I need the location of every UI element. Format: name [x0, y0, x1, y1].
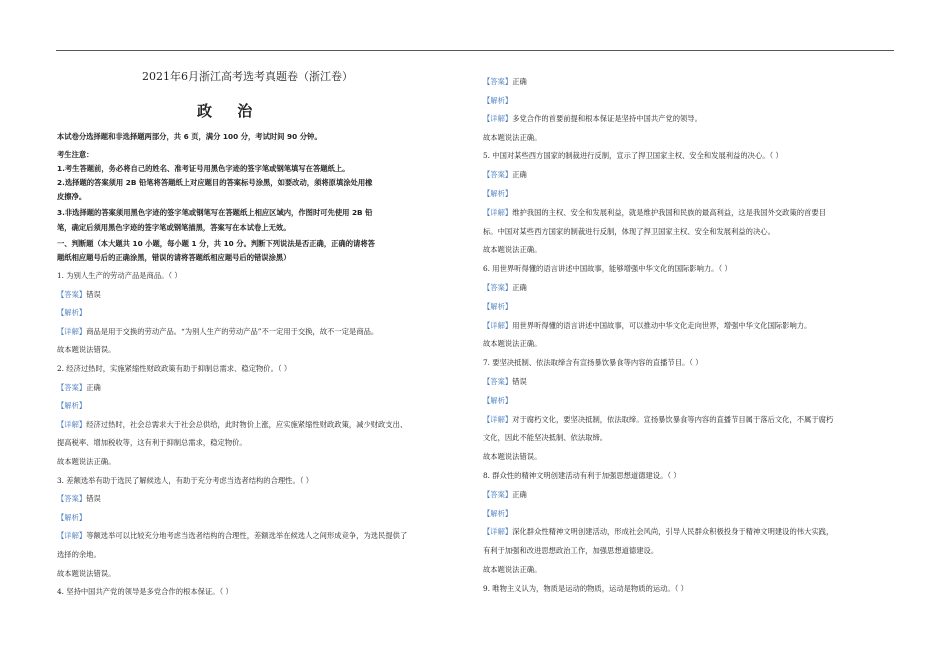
- detail-line: [483, 527, 833, 537]
- analysis-line: [483, 509, 512, 519]
- tag-text: 错误: [512, 377, 527, 386]
- tag-text: 深化群众性精神文明创建活动，形成社会风尚，引导人民群众积极投身于精神文明建设的伟大实践，: [512, 527, 834, 537]
- tag-label: 【详解】: [57, 326, 87, 336]
- instruction-line: 3.非选择题的答案须用黑色字迹的签字笔或钢笔写在答题纸上相应区域内，作图时可先使用 2B 铅: [57, 208, 373, 217]
- instruction-line: 笔，确定后须用黑色字迹的签字笔或钢笔描黑，答案写在本试卷上无效。: [57, 223, 291, 232]
- tag-label: 【答案】: [483, 489, 513, 499]
- detail-line: [57, 327, 378, 337]
- tag-label: 【详解】: [483, 320, 513, 330]
- tag-text: 维护我国的主权、安全和发展利益，就是维护我国和民族的最高利益，这是我国外交政策的首要目: [512, 207, 826, 217]
- analysis-line: [483, 189, 512, 199]
- tag-label: 【解析】: [57, 401, 87, 411]
- tag-text: 正确: [86, 382, 101, 392]
- answer-line: [483, 283, 527, 293]
- analysis-line: [483, 396, 512, 406]
- analysis-line: [483, 96, 512, 106]
- tag-text: 正确: [512, 489, 527, 499]
- tag-label: 【解析】: [483, 508, 513, 518]
- instruction-line: 考生注意：: [57, 150, 94, 159]
- header-rule: [56, 50, 894, 51]
- tag-text: 正确: [512, 77, 527, 86]
- detail-line: [483, 321, 811, 331]
- instruction-line: 1.考生答题前，务必将自己的姓名、准考证号用黑色字迹的签字笔或钢笔填写在答题纸上。: [57, 164, 350, 173]
- tag-text: 正确: [512, 283, 527, 292]
- conclusion-line: 故本题说法正确。: [483, 132, 542, 142]
- answer-line: [483, 170, 527, 180]
- question: 5. 中国对某些西方国家的制裁进行反制，宣示了捍卫国家主权、安全和发展利益的决心。（ ）: [483, 151, 783, 161]
- detail-line: [57, 531, 407, 541]
- tag-label: 【答案】: [483, 77, 513, 86]
- tag-label: 【答案】: [57, 289, 87, 299]
- analysis-line: [57, 401, 86, 411]
- conclusion-line: 故本题说法错误。: [57, 568, 116, 578]
- tag-label: 【答案】: [483, 170, 513, 180]
- tag-label: 【答案】: [57, 494, 87, 504]
- tag-text: 商品是用于交换的劳动产品。“为别人生产的劳动产品”不一定用于交换，故不一定是商品。: [86, 326, 379, 336]
- answer-line: [57, 383, 101, 393]
- question: 7. 要坚决抵制、依法取缔含有宣扬暴饮暴食等内容的直播节目。（ ）: [483, 358, 703, 368]
- detail-line: 选择的余地。: [57, 550, 101, 559]
- page-title: 2021年6月浙江高考选考真题卷（浙江卷）: [142, 70, 353, 83]
- analysis-line: [483, 302, 512, 312]
- tag-label: 【详解】: [483, 527, 513, 537]
- tag-label: 【答案】: [483, 283, 513, 292]
- conclusion-line: 故本题说法错误。: [483, 452, 542, 462]
- tag-text: 多党合作的首要前提和根本保证是坚持中国共产党的领导。: [512, 114, 702, 124]
- conclusion-line: 故本题说法正确。: [483, 565, 542, 574]
- answer-line: [483, 77, 527, 87]
- conclusion-line: 故本题说法正确。: [57, 457, 116, 466]
- analysis-line: [57, 513, 86, 523]
- tag-label: 【解析】: [57, 308, 87, 318]
- tag-label: 【详解】: [57, 531, 87, 541]
- answer-line: [483, 490, 527, 500]
- instruction-line: 皮擦净。: [57, 192, 87, 201]
- tag-label: 【解析】: [483, 301, 513, 311]
- instruction-line: 一、判断题（本大题共 10 小题，每小题 1 分，共 10 分。判断下列说法是否正确，正确的请将答: [57, 239, 375, 248]
- subject-title: 政 治: [197, 102, 263, 120]
- question: 3. 差额选举有助于选民了解候选人，有助于充分考虑当选者结构的合理性。（ ）: [57, 475, 314, 485]
- tag-label: 【详解】: [483, 114, 513, 124]
- conclusion-line: 故本题说法正确。: [483, 245, 542, 255]
- tag-label: 【解析】: [483, 189, 513, 198]
- question: 9. 唯物主义认为，物质是运动的物质，运动是物质的运动。（ ）: [483, 583, 688, 593]
- question: 8. 群众性的精神文明创建活动有利于加强思想道德建设。（ ）: [483, 471, 681, 480]
- detail-line: 有利于加强和改进思想政治工作，加强思想道德建设。: [483, 546, 659, 556]
- analysis-line: [57, 308, 86, 318]
- question: 6. 用世界听得懂的语言讲述中国故事，能够增强中华文化的国际影响力。（ ）: [483, 264, 732, 274]
- question: 1. 为别人生产的劳动产品是商品。（ ）: [57, 271, 182, 280]
- question: 2. 经济过热时，实施紧缩性财政政策有助于抑制总需求、稳定物价。（ ）: [57, 364, 292, 373]
- instruction-line: 2.选择题的答案须用 2B 铅笔将答题纸上对应题目的答案标号涂黑，如要改动，须将原填涂处用橡: [57, 178, 373, 187]
- tag-label: 【答案】: [57, 382, 87, 392]
- tag-label: 【详解】: [57, 419, 87, 429]
- instruction-line: 题纸相应题号后的正确涂黑，错误的请将答题纸相应题号后的错误涂黑）: [57, 253, 291, 262]
- tag-text: 经济过热时，社会总需求大于社会总供给，此时物价上涨，应实施紧缩性财政政策，减少财政支出、: [86, 419, 408, 429]
- answer-line: [483, 377, 527, 387]
- tag-label: 【解析】: [483, 395, 513, 405]
- answer-line: [57, 494, 101, 504]
- tag-text: 对于腐朽文化，要坚决抵制，依法取缔。宣扬暴饮暴食等内容的直播节目属于落后文化，不属于腐朽: [512, 414, 834, 424]
- tag-text: 等额选举可以比较充分地考虑当选者结构的合理性，差额选举在候选人之间形成竞争，为选民提供了: [86, 531, 408, 541]
- tag-label: 【解析】: [483, 95, 513, 105]
- instruction-line: 本试卷分选择题和非选择题两部分，共 6 页，满分 100 分，考试时间 90 分钟。: [57, 132, 322, 141]
- detail-line: [57, 420, 407, 430]
- tag-label: 【详解】: [483, 207, 513, 217]
- answer-line: [57, 290, 101, 300]
- tag-text: 错误: [86, 289, 101, 299]
- detail-line: 文化，因此不能坚决抵制、依法取缔。: [483, 433, 608, 443]
- conclusion-line: 故本题说法错误。: [57, 345, 116, 355]
- detail-line: 提高税率、增加税收等，这有利于抑制总需求，稳定物价。: [57, 438, 247, 448]
- tag-label: 【答案】: [483, 377, 513, 386]
- detail-line: [483, 208, 826, 218]
- question: 4. 坚持中国共产党的领导是多党合作的根本保证。（ ）: [57, 587, 233, 597]
- tag-label: 【详解】: [483, 414, 513, 424]
- conclusion-line: 故本题说法正确。: [483, 339, 542, 349]
- tag-text: 正确: [512, 170, 527, 180]
- detail-line: 标。中国对某些西方国家的制裁进行反制，体现了捍卫国家主权、安全和发展利益的决心。: [483, 226, 775, 236]
- tag-label: 【解析】: [57, 512, 87, 522]
- detail-line: [483, 415, 833, 425]
- detail-line: [483, 114, 702, 124]
- tag-text: 错误: [86, 494, 101, 504]
- tag-text: 用世界听得懂的语言讲述中国故事，可以推动中华文化走向世界，增强中华文化国际影响力。: [512, 320, 812, 330]
